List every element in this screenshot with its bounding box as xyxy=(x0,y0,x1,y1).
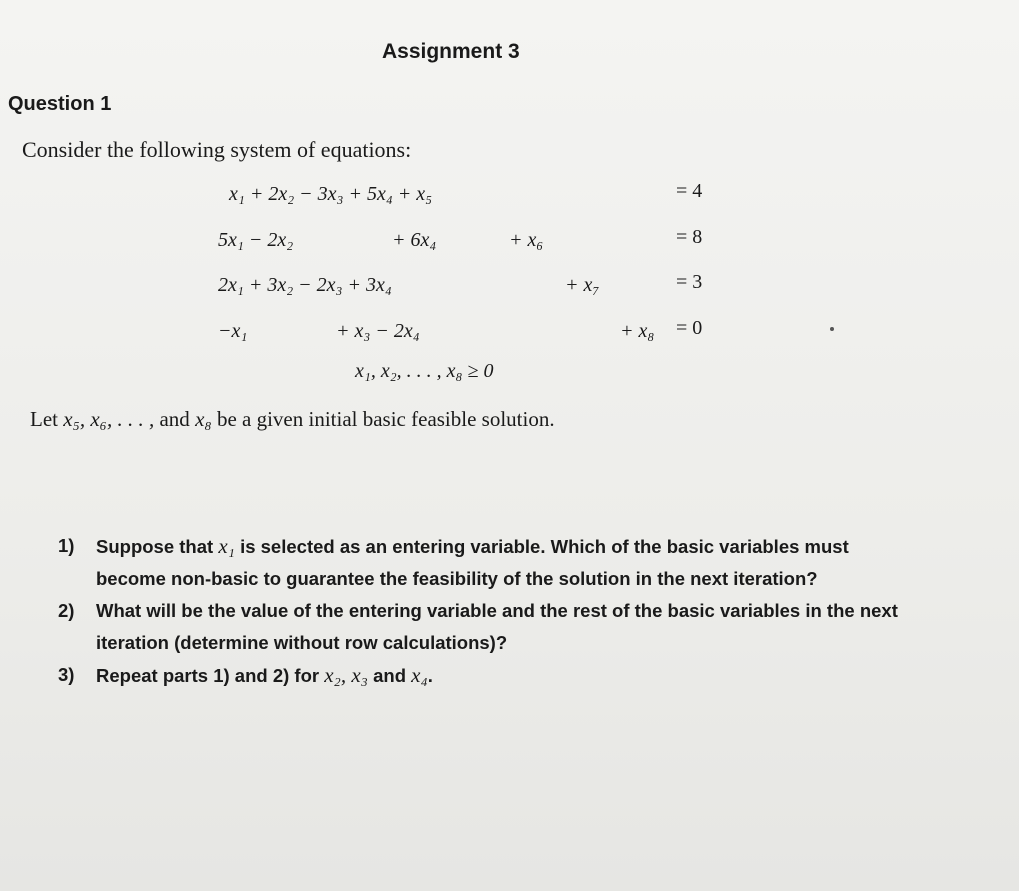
equation-3-lhs-b: + x₇ xyxy=(565,274,600,296)
equation-2-rhs: = 8 xyxy=(676,226,703,248)
equation-3-lhs-a: 2x₁ + 3x₂ − 2x₃ + 3x₄ xyxy=(218,274,392,296)
basic-solution-note xyxy=(30,407,555,432)
equation-2-lhs-c: + x₆ xyxy=(509,229,544,251)
equation-4-lhs-a: −x₁ xyxy=(218,320,248,342)
equation-1-lhs: x₁ + 2x₂ − 3x₃ + 5x₄ + x₅ xyxy=(229,183,433,205)
question-item-2 xyxy=(58,595,918,659)
question-text xyxy=(96,659,918,692)
question-text xyxy=(96,530,918,595)
basic-note-last-var: x₈ xyxy=(195,407,212,431)
question-number: 2) xyxy=(58,600,75,621)
question-math: x₂, x₃ xyxy=(324,663,368,687)
question-math: x₄ xyxy=(411,663,428,687)
basic-note-mid: and xyxy=(154,407,196,431)
question-number: 1) xyxy=(58,535,75,556)
equation-4-lhs-b: + x₃ − 2x₄ xyxy=(336,320,420,342)
question-list xyxy=(58,530,918,692)
equation-1-rhs: = 4 xyxy=(676,180,703,202)
equation-2-lhs-b: + 6x₄ xyxy=(392,229,437,251)
equation-4-lhs-c: + x₈ xyxy=(620,320,655,342)
intro-text: Consider the following system of equations: xyxy=(22,137,412,162)
question-math: x₁ xyxy=(218,534,235,558)
basic-note-vars: x₅, x₆, . . . , xyxy=(63,407,155,431)
question-item-3 xyxy=(58,659,918,692)
stray-dot xyxy=(830,327,834,331)
equation-4-rhs: = 0 xyxy=(676,317,703,339)
page-title: Assignment 3 xyxy=(382,40,520,63)
question-text-part: Repeat parts 1) and 2) for xyxy=(96,665,325,686)
equation-2-lhs-a: 5x₁ − 2x₂ xyxy=(218,229,294,251)
question-item-1 xyxy=(58,530,918,595)
question-text-part: is selected as an entering variable. Which of the basic variables must become non-basic to guarantee the feasibility of the solution in the next iteration? xyxy=(96,536,849,589)
question-heading: Question 1 xyxy=(8,93,112,115)
question-text-part: . xyxy=(427,665,433,686)
basic-note-prefix: Let xyxy=(30,407,64,431)
question-text-part: and xyxy=(367,665,412,686)
question-text-part: Suppose that xyxy=(96,536,219,557)
basic-note-suffix: be a given initial basic feasible solution. xyxy=(211,407,555,431)
equation-3-rhs: = 3 xyxy=(676,271,703,293)
question-text: What will be the value of the entering variable and the rest of the basic variables in the next iteration (determine without row calculations)? xyxy=(96,600,898,653)
question-number: 3) xyxy=(58,664,75,685)
nonnegativity-constraint: x₁, x₂, . . . , x₈ ≥ 0 xyxy=(355,360,494,382)
